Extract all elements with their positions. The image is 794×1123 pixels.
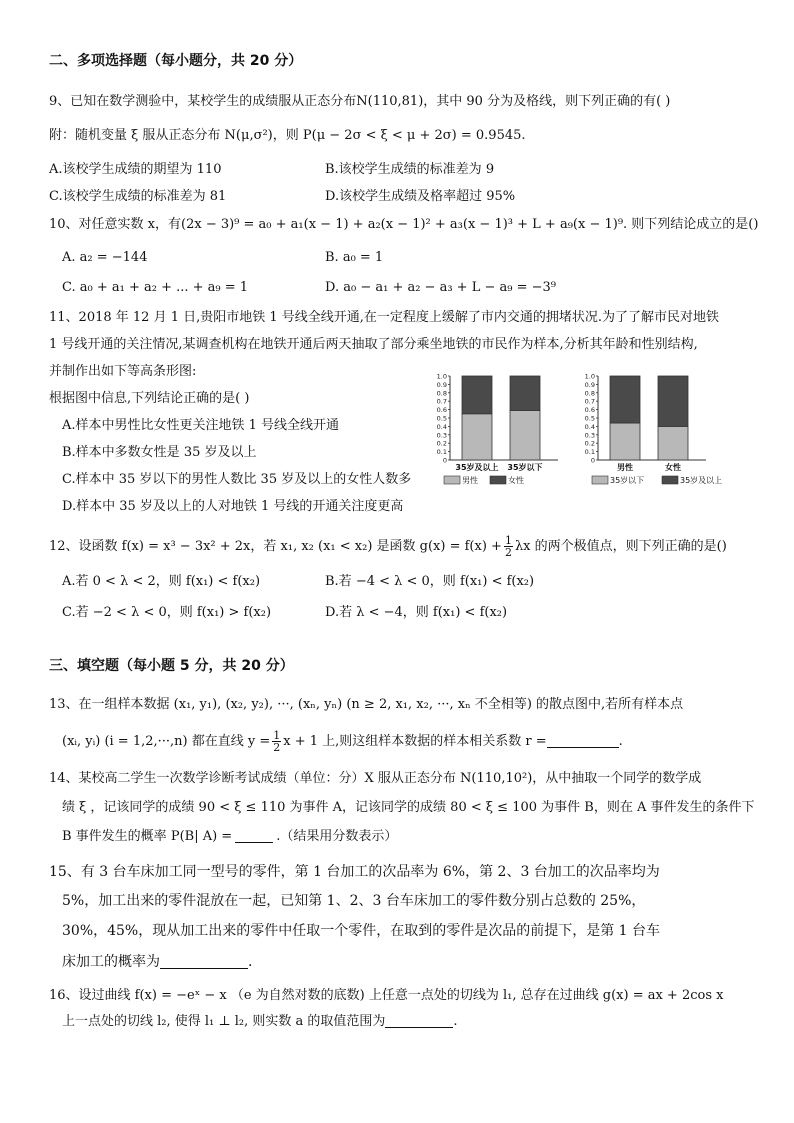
q10-option-a: A. a₂ = −144 xyxy=(62,250,148,265)
chart-gender-age xyxy=(580,368,745,493)
q12-option-c: C.若 −2 < λ < 0，则 f(x₁) > f(x₂) xyxy=(62,605,272,620)
legend-label-0-1: 女性 xyxy=(508,476,524,485)
legend-swatch-1-0 xyxy=(592,476,608,484)
q13-line-1: 13、在一组样本数据 (x₁, y₁), (x₂, y₂), ···, (xₙ, yₙ) (n ≥ 2, x₁, x₂, ···, xₙ 不全相等) 的散点图中,若所有样本点 xyxy=(49,697,684,712)
q11-option-c: C.样本中 35 岁以下的男性人数比 35 岁及以上的女性人数多 xyxy=(62,472,412,487)
q16-line-2-end: . xyxy=(453,1014,458,1029)
q16-line-1: 16、设过曲线 f(x) = −eˣ − x （e 为自然对数的底数) 上任意一点处的切线为 l₁, 总存在过曲线 g(x) = ax + 2cos x xyxy=(49,988,724,1003)
q11-line-3: 并制作出如下等高条形图: xyxy=(49,364,197,379)
x-tick-label-1-0: 男性 xyxy=(617,463,633,472)
q9-option-a: A.该校学生成绩的期望为 110 xyxy=(49,162,222,177)
q12-frac-num: 1 xyxy=(504,534,512,547)
q12-stem-b: λx 的两个极值点，则下列正确的是() xyxy=(514,539,727,554)
q9-option-b: B.该校学生成绩的标准差为 9 xyxy=(325,162,495,177)
q12-option-b: B.若 −4 < λ < 0，则 f(x₁) < f(x₂) xyxy=(325,574,535,589)
q14-line-1: 14、某校高二学生一次数学诊断考试成绩（单位：分）X 服从正态分布 N(110,10²)，从中抽取一个同学的数学成 xyxy=(49,771,702,786)
x-tick-label-1-1: 女性 xyxy=(665,463,681,472)
q15-answer-blank[interactable] xyxy=(160,954,248,969)
q11-option-b: B.样本中多数女性是 35 岁及以上 xyxy=(62,445,257,460)
q12-frac-den: 2 xyxy=(504,546,512,559)
q12-option-a: A.若 0 < λ < 2，则 f(x₁) < f(x₂) xyxy=(62,574,261,589)
y-tick-label-0-8: 0.8 xyxy=(436,389,447,398)
legend-label-0-0: 男性 xyxy=(462,476,478,485)
y-tick-label-0-6: 0.6 xyxy=(436,406,447,415)
y-tick-label-1-3: 0.3 xyxy=(584,431,595,440)
q14-line-2: 绩 ξ ，记该同学的成绩 90 < ξ ≤ 110 为事件 A，记该同学的成绩 80 < ξ ≤ 100 为事件 B，则在 A 事件发生的条件下 xyxy=(62,800,755,815)
y-tick-label-1-1: 0.1 xyxy=(584,448,595,457)
q12-stem xyxy=(49,535,727,558)
q13-line-2-end: . xyxy=(618,734,623,749)
q16-answer-blank[interactable] xyxy=(385,1013,453,1028)
legend-swatch-0-0 xyxy=(444,476,460,484)
q11-line-1: 11、2018 年 12 月 1 日,贵阳市地铁 1 号线全线开通,在一定程度上缓解了市内交通的拥堵状况.为了了解市民对地铁 xyxy=(49,310,720,325)
q13-frac-den: 2 xyxy=(273,741,281,754)
q15-line-4 xyxy=(62,952,252,972)
q12-stem-a: 12、设函数 f(x) = x³ − 3x² + 2x，若 x₁, x₂ (x₁ < x₂) 是函数 g(x) = f(x) + xyxy=(49,539,502,554)
q11-option-a: A.样本中男性比女性更关注地铁 1 号线全线开通 xyxy=(62,418,340,433)
y-tick-label-1-6: 0.6 xyxy=(584,406,595,415)
q16-line-2-text: 上一点处的切线 l₂, 使得 l₁ ⊥ l₂, 则实数 a 的取值范围为 xyxy=(62,1014,386,1029)
bar-0-0-s1 xyxy=(462,376,492,414)
x-tick-label-0-0: 35岁及以上 xyxy=(455,463,499,472)
q11-line-2: 1 号线开通的关注情况,某调查机构在地铁开通后两天抽取了部分乘坐地铁的市民作为样本,分析其年龄和性别结构, xyxy=(49,337,698,352)
y-tick-label-1-2: 0.2 xyxy=(584,439,595,448)
bar-0-1-s0 xyxy=(510,410,540,460)
y-tick-label-1-7: 0.7 xyxy=(584,397,595,406)
y-tick-label-1-8: 0.8 xyxy=(584,389,595,398)
section-3-title: 三、填空题（每小题 5 分，共 20 分） xyxy=(49,658,294,674)
bar-1-1-s1 xyxy=(658,376,688,426)
q15-line-2: 5%，加工出来的零件混放在一起，已知第 1、2、3 台车床加工的零件数分别占总数的 25%， xyxy=(62,893,646,909)
q10-option-b: B. a₀ = 1 xyxy=(325,250,384,265)
q12-option-d: D.若 λ < −4，则 f(x₁) < f(x₂) xyxy=(325,605,508,620)
q13-fraction xyxy=(272,730,281,753)
q10-option-d: D. a₀ − a₁ + a₂ − a₃ + L − a₉ = −3⁹ xyxy=(325,280,556,295)
y-tick-label-0-3: 0.3 xyxy=(436,431,447,440)
q9-note: 附：随机变量 ξ 服从正态分布 N(μ,σ²)，则 P(μ − 2σ < ξ < μ + 2σ) = 0.9545. xyxy=(49,128,526,143)
legend-label-1-0: 35岁以下 xyxy=(610,476,645,485)
q9-option-c: C.该校学生成绩的标准差为 81 xyxy=(49,189,227,204)
q9-stem: 9、已知在数学测验中，某校学生的成绩服从正态分布N(110,81)，其中 90 分为及格线，则下列正确的有( ) xyxy=(49,94,671,109)
legend-swatch-1-1 xyxy=(662,476,678,484)
y-tick-label-1-4: 0.4 xyxy=(584,422,595,431)
bar-1-0-s0 xyxy=(610,423,640,460)
q13-answer-blank[interactable] xyxy=(547,733,619,748)
y-tick-label-0-1: 0.1 xyxy=(436,448,447,457)
y-tick-label-0-7: 0.7 xyxy=(436,397,447,406)
q15-line-3: 30%，45%，现从加工出来的零件中任取一个零件，在取到的零件是次品的前提下，是第 1 台车 xyxy=(62,923,661,939)
y-tick-label-0-10: 1.0 xyxy=(436,372,447,381)
y-tick-label-0-9: 0.9 xyxy=(436,380,447,389)
q10-stem: 10、对任意实数 x，有(2x − 3)⁹ = a₀ + a₁(x − 1) + a₂(x − 1)² + a₃(x − 1)³ + L + a₉(x − 1)⁹. 则下列结论成立的是() xyxy=(49,217,759,232)
bar-1-1-s0 xyxy=(658,426,688,460)
chart-age-gender xyxy=(432,368,582,493)
q10-option-c: C. a₀ + a₁ + a₂ + ... + a₉ = 1 xyxy=(62,280,249,295)
q16-line-2 xyxy=(62,1012,458,1032)
q14-line-3-a: B 事件发生的概率 P(B| A) = xyxy=(62,829,233,844)
y-tick-label-1-10: 1.0 xyxy=(584,372,595,381)
bar-0-0-s0 xyxy=(462,414,492,460)
q15-line-1: 15、有 3 台车床加工同一型号的零件，第 1 台加工的次品率为 6%，第 2、3 台加工的次品率均为 xyxy=(49,864,660,880)
q11-option-d: D.样本中 35 岁及以上的人对地铁 1 号线的开通关注度更高 xyxy=(62,499,404,514)
q13-line-2-b: x + 1 上,则这组样本数据的样本相关系数 r = xyxy=(283,734,547,749)
y-tick-label-0-4: 0.4 xyxy=(436,422,447,431)
q15-line-4-end: . xyxy=(248,954,253,970)
y-tick-label-1-5: 0.5 xyxy=(584,414,595,423)
bar-1-0-s1 xyxy=(610,376,640,423)
y-tick-label-1-0: 0 xyxy=(590,456,595,465)
q13-frac-num: 1 xyxy=(273,729,281,742)
y-tick-label-0-5: 0.5 xyxy=(436,414,447,423)
legend-swatch-0-1 xyxy=(490,476,506,484)
q14-line-3 xyxy=(62,827,397,847)
q15-line-4-text: 床加工的概率为 xyxy=(62,954,160,970)
q13-line-2-a: (xᵢ, yᵢ) (i = 1,2,···,n) 都在直线 y = xyxy=(62,734,271,749)
q13-line-2 xyxy=(62,730,623,753)
q12-fraction xyxy=(504,535,513,558)
q14-line-3-b: .（结果用分数表示） xyxy=(276,829,398,844)
y-tick-label-1-9: 0.9 xyxy=(584,380,595,389)
bar-0-1-s1 xyxy=(510,376,540,410)
q9-option-d: D.该校学生成绩及格率超过 95% xyxy=(325,189,516,204)
section-2-title: 二、多项选择题（每小题分，共 20 分） xyxy=(49,53,303,69)
legend-label-1-1: 35岁及以上 xyxy=(680,476,723,485)
y-tick-label-0-0: 0 xyxy=(442,456,447,465)
y-tick-label-0-2: 0.2 xyxy=(436,439,447,448)
q11-line-4: 根据图中信息,下列结论正确的是( ) xyxy=(49,391,250,406)
q14-answer-blank[interactable] xyxy=(235,828,273,843)
x-tick-label-0-1: 35岁以下 xyxy=(507,463,543,472)
